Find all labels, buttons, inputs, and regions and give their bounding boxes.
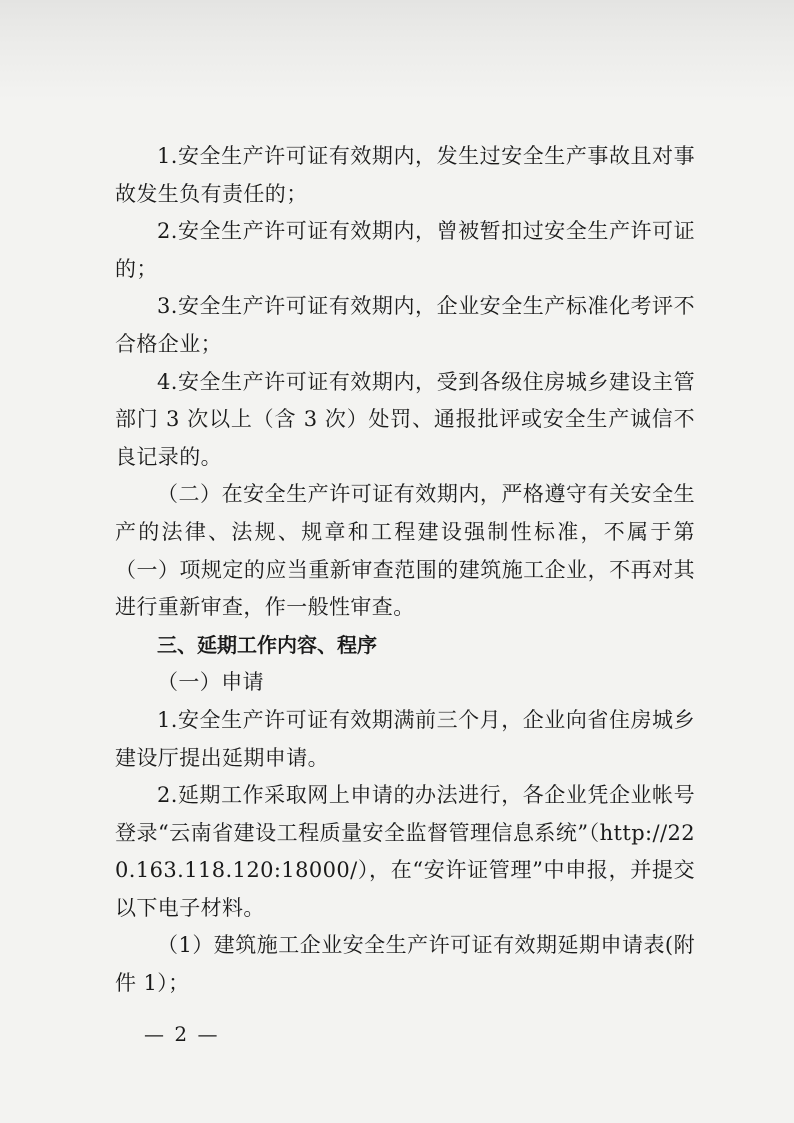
paragraph-item-3: 3.安全生产许可证有效期内，企业安全生产标准化考评不合格企业； [115,294,695,356]
section-heading: 三、延期工作内容、程序 [157,632,377,657]
document-body [115,138,695,1003]
page-number: — 2 — [144,1022,220,1046]
scan-shadow [0,0,794,100]
paragraph-section-2: （二）在安全生产许可证有效期内，严格遵守有关安全生产的法律、法规、规章和工程建设强制性标准，不属于第（一）项规定的应当重新审查范围的建筑施工企业，不再对其进行重新审查，作一般性审查。 [115,482,695,620]
paragraph-item-1: 1.安全生产许可证有效期内，发生过安全生产事故且对事故发生负有责任的； [115,144,695,206]
paragraph-item-4: 4.安全生产许可证有效期内，受到各级住房城乡建设主管部门 3 次以上（含 3 次）处罚、通报批评或安全生产诚信不良记录的。 [115,369,695,469]
application-item-3: （1）建筑施工企业安全生产许可证有效期延期申请表(附件 1）； [115,933,695,996]
paragraph-item-2: 2.安全生产许可证有效期内，曾被暂扣过安全生产许可证的； [115,219,695,281]
subsection-heading: （一）申请 [157,670,264,695]
application-item-1: 1.安全生产许可证有效期满前三个月，企业向省住房城乡建设厅提出延期申请。 [115,707,695,770]
application-item-2: 2.延期工作采取网上申请的办法进行，各企业凭企业帐号登录“云南省建设工程质量安全监督管理信息系统”（http://220.163.118.120:18000/），在“安许证管理”中申报，并提交以下电子材料。 [115,783,695,920]
